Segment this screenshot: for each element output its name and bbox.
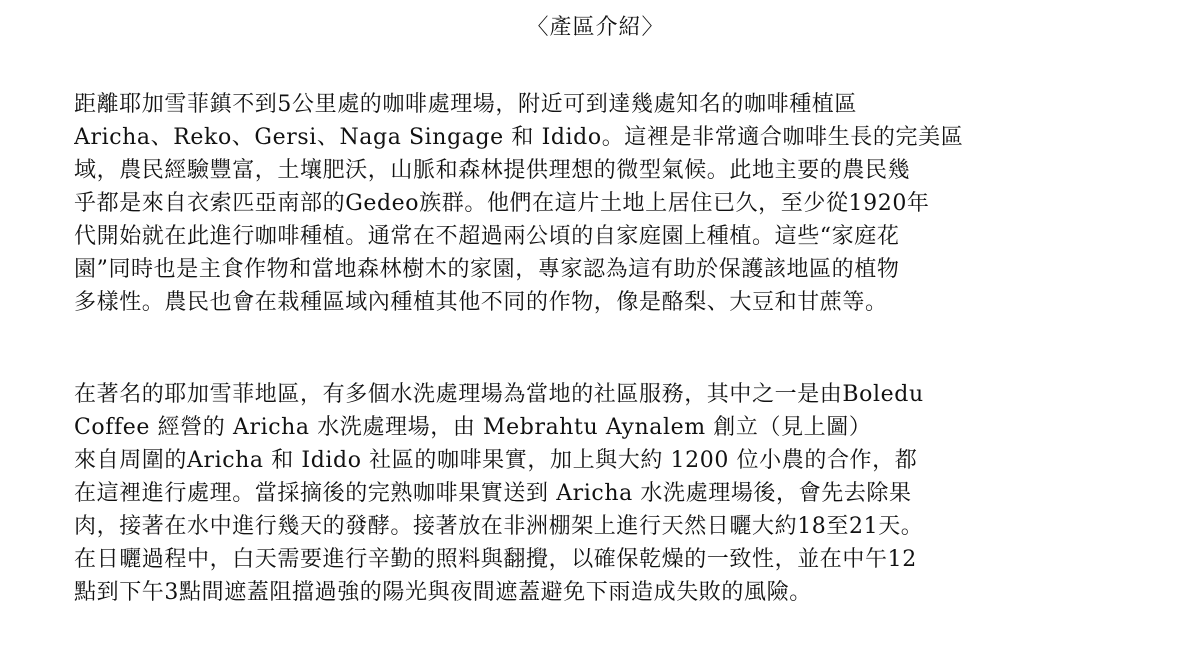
paragraph-line: 點到下午3點間遮蓋阻擋過強的陽光與夜間遮蓋避免下雨造成失敗的風險。 bbox=[74, 580, 812, 605]
section-title: 〈產區介紹〉 bbox=[526, 15, 665, 40]
paragraph-line: 多樣性。農民也會在栽種區域內種植其他不同的作物，像是酪梨、大豆和甘蔗等。 bbox=[74, 290, 888, 315]
paragraph-line: 來自周圍的Aricha 和 Idido 社區的咖啡果實，加上與大約 1200 位小農的合作，都 bbox=[74, 448, 918, 473]
paragraph-line: 在這裡進行處理。當採摘後的完熟咖啡果實送到 Aricha 水洗處理場後，會先去除果 bbox=[74, 481, 912, 506]
paragraph-line: 肉，接著在水中進行幾天的發酵。接著放在非洲棚架上進行天然日曬大約18至21天。 bbox=[74, 514, 924, 539]
paragraph-line: 代開始就在此進行咖啡種植。通常在不超過兩公頃的自家庭園上種植。這些“家庭花 bbox=[74, 224, 900, 249]
paragraph-line: Aricha、Reko、Gersi、Naga Singage 和 Idido。這裡是非常適合咖啡生長的完美區 bbox=[74, 125, 964, 150]
paragraph-line: 在著名的耶加雪菲地區，有多個水洗處理場為當地的社區服務，其中之一是由Boledu bbox=[74, 382, 924, 407]
paragraph-line: 距離耶加雪菲鎮不到5公里處的咖啡處理場，附近可到達幾處知名的咖啡種植區 bbox=[74, 92, 857, 117]
paragraph-line: 乎都是來自衣索匹亞南部的Gedeo族群。他們在這片土地上居住已久，至少從1920年 bbox=[74, 191, 930, 216]
paragraph-line: 域，農民經驗豐富，土壤肥沃，山脈和森林提供理想的微型氣候。此地主要的農民幾 bbox=[74, 158, 911, 183]
paragraph-line: Coffee 經營的 Aricha 水洗處理場，由 Mebrahtu Aynalem 創立（見上圖） bbox=[74, 415, 872, 440]
paragraph-region-intro bbox=[74, 88, 1134, 319]
paragraph-line: 在日曬過程中，白天需要進行辛勤的照料與翻攪，以確保乾燥的一致性，並在中午12 bbox=[74, 547, 917, 572]
paragraph-line: 園”同時也是主食作物和當地森林樹木的家園，專家認為這有助於保護該地區的植物 bbox=[74, 257, 900, 282]
paragraph-washing-station bbox=[74, 378, 1134, 609]
